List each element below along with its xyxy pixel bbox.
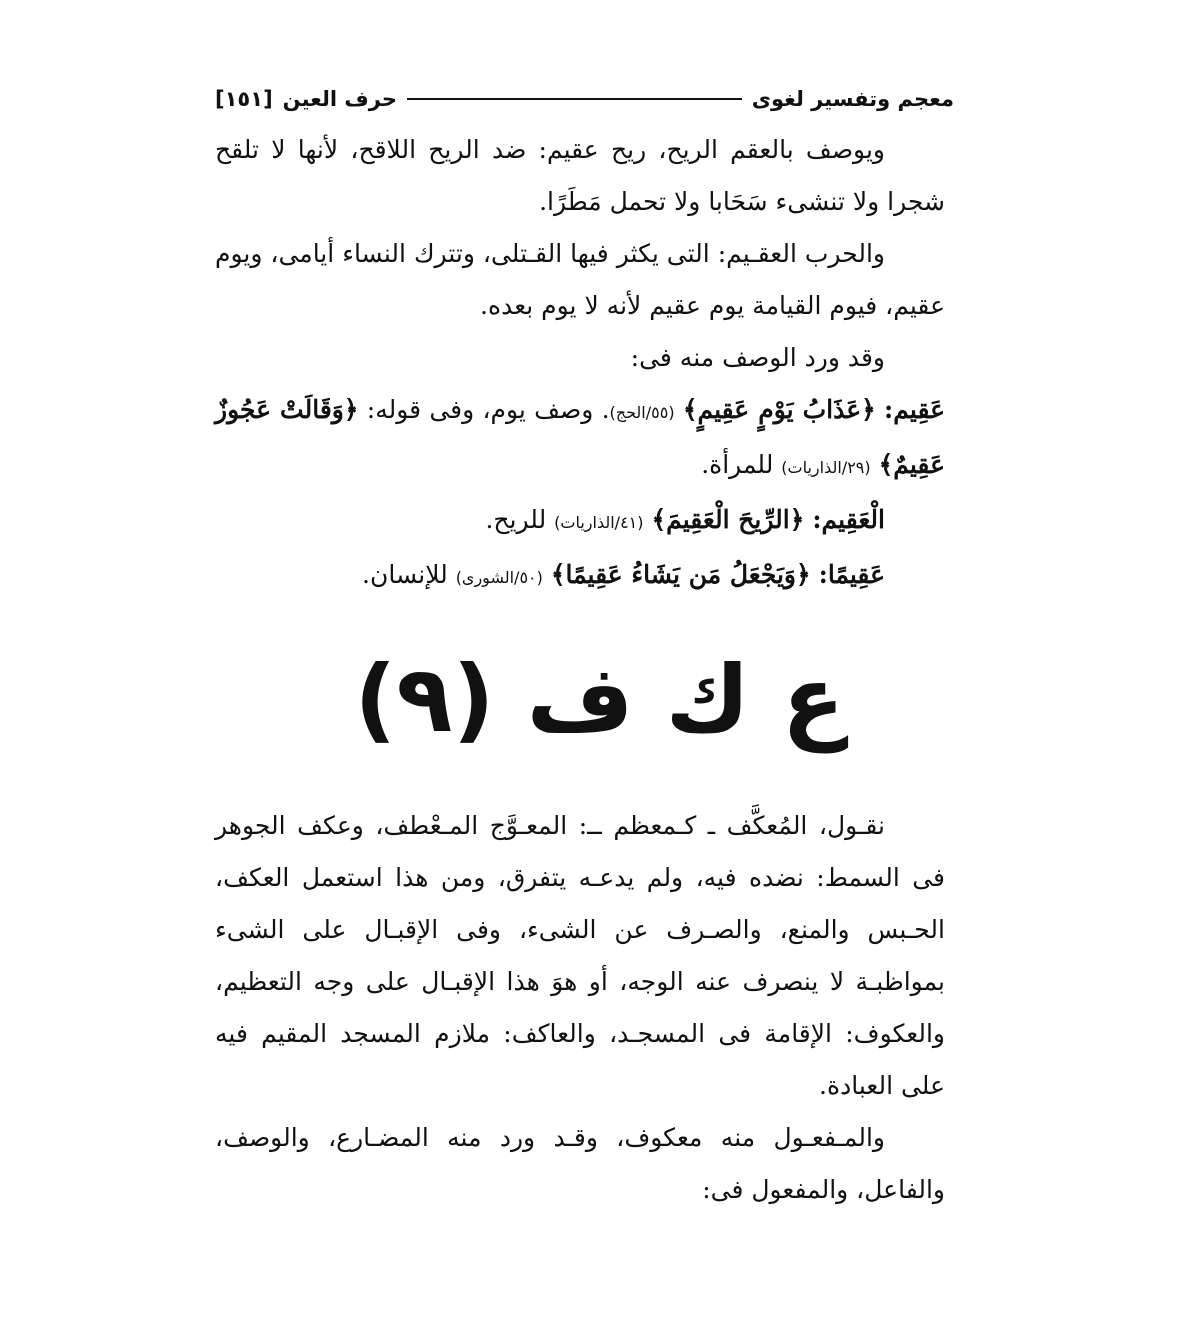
- section-title: حرف العين: [282, 87, 397, 111]
- paragraph: نقـول، المُعكَّف ـ كـمعظم ــ: المعـوَّج المـعْطف، وعكف الجوهر فى السمط: نضده فيه، ولم يدعـه يتفرق، ومن هذا استعمل العكف، الحـبس والمنع، والصـرف عن الشىء، وفى الإقبـال على الشىء بمواظبـة لا ينصرف عنه الوجه، أو هوَ هذا الإقبـال على وجه التعظيم، والعكوف: الإقامة فى المسجـد، والعاكف: ملازم المسجد المقيم فيه على العبادة.: [215, 811, 945, 1100]
- paragraph: ويوصف بالعقم الريح، ريح عقيم: ضد الريح اللاقح، لأنها لا تلقح شجرا ولا تنشىء سَحَابا ولا تحمل مَطَرًا.: [215, 135, 945, 216]
- root-heading: ع ك ف (٩): [354, 646, 845, 753]
- paragraph: وقد ورد الوصف منه فى:: [630, 343, 885, 372]
- quran-verse: ﴿عَذَابُ يَوْمٍ عَقِيمٍ﴾: [682, 395, 876, 424]
- quran-verse: ﴿وَيَجْعَلُ مَن يَشَاءُ عَقِيمًا﴾: [550, 560, 811, 589]
- header-rule: [407, 98, 742, 100]
- entry-lead: الْعَقِيم:: [812, 505, 885, 534]
- book-title: معجم وتفسير لغوى: [751, 87, 954, 111]
- entry-lead: عَقِيم:: [884, 395, 946, 424]
- citation-entry: [215, 494, 945, 549]
- quran-verse: ﴿الرِّيحَ الْعَقِيمَ﴾: [651, 505, 805, 534]
- quran-verse: ﴿وَقَالَتْ عَجُوزٌ عَقِيمٌ﴾: [215, 395, 945, 479]
- entry-text: للإنسان.: [362, 560, 448, 589]
- entry-text-bottom: [215, 800, 945, 1216]
- verse-reference: (٢٩/الذاريات): [781, 458, 871, 477]
- running-header: [215, 82, 954, 116]
- entry-text: للمرأة.: [701, 450, 774, 479]
- paragraph: والمـفعـول منه معكوف، وقـد ورد منه المضـارع، والوصف، والفاعل، والمفعول فى:: [215, 1123, 945, 1204]
- verse-reference: (٥٠/الشورى): [455, 568, 543, 587]
- paragraph: والحرب العقـيم: التى يكثر فيها القـتلى، وتترك النساء أيامى، ويوم عقيم، فيوم القيامة يوم عقيم لأنه لا يوم بعده.: [215, 239, 945, 320]
- entry-text: . وصف يوم، وفى قوله:: [366, 395, 610, 424]
- page-number: [١٥١]: [215, 87, 273, 111]
- verse-reference: (٥٥/الحج): [609, 403, 675, 422]
- entry-lead: عَقِيمًا:: [818, 560, 885, 589]
- verse-reference: (٤١/الذاريات): [554, 513, 644, 532]
- entry-text-top: [215, 124, 945, 604]
- entry-text: للريح.: [485, 505, 547, 534]
- citation-entry: [215, 549, 945, 604]
- citation-entry: [215, 384, 945, 494]
